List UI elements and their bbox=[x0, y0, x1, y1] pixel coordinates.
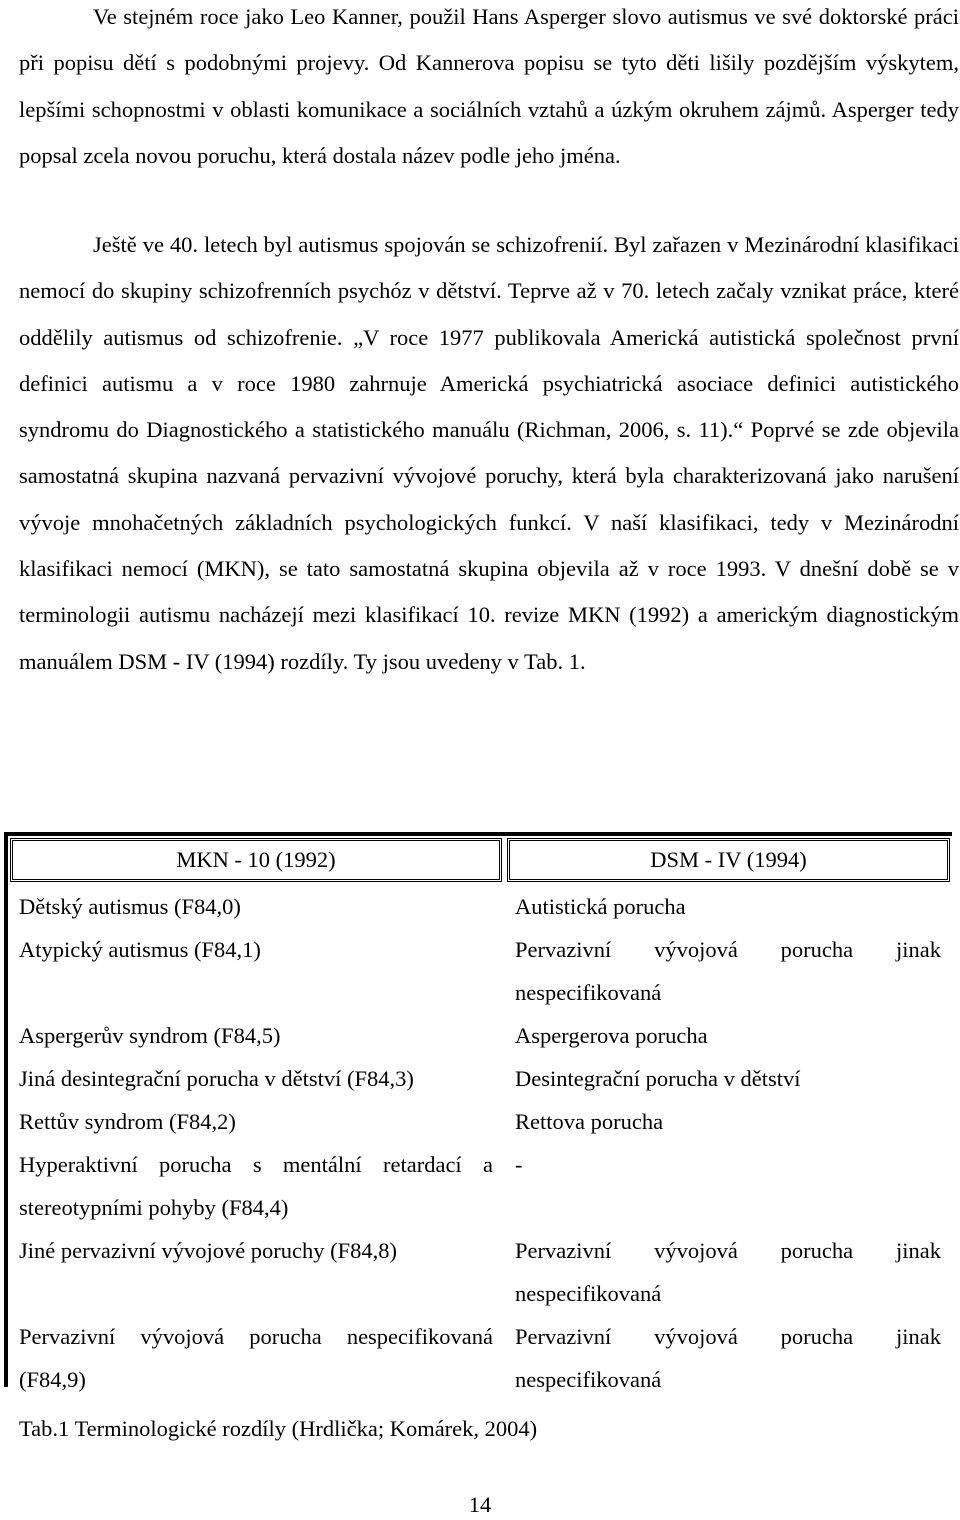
table-row bbox=[19, 1143, 941, 1229]
table-cell-mkn: Atypický autismus (F84,1) bbox=[19, 937, 261, 962]
paragraph-2: Ještě ve 40. letech byl autismus spojován se schizofrenií. Byl zařazen v Mezinárodní klasifikaci nemocí do skupiny schizofrenních psychóz v dětství. Teprve až v 70. letech začaly vznikat práce, které oddělily autismus od schizofrenie. „V roce 1977 publikovala Americká autistická společnost první definici autismu a v roce 1980 zahrnuje Americká psychiatrická asociace definici autistického syndromu do Diagnostického a statistického manuálu (Richman, 2006, s. 11).“ Poprvé se zde objevila samostatná skupina nazvaná pervazivní vývojové poruchy, která byla charakterizovaná jako narušení vývoje mnohačetných základních psychologických funkcí. V naší klasifikaci, tedy v Mezinárodní klasifikaci nemocí (MKN), se tato samostatná skupina objevila až v roce 1993. V dnešní době se v terminologii autismu nacházejí mezi klasifikací 10. revize MKN (1992) a americkým diagnostickým manuálem DSM - IV (1994) rozdíly. Ty jsou uvedeny v Tab. 1. bbox=[19, 232, 959, 674]
table-cell-mkn: Dětský autismus (F84,0) bbox=[19, 894, 241, 919]
page-number: 14 bbox=[468, 1492, 492, 1517]
table-cell-dsm: - bbox=[515, 1152, 523, 1177]
table-row bbox=[19, 1229, 941, 1315]
table-cell-mkn: Jiná desintegrační porucha v dětství (F84,3) bbox=[19, 1066, 414, 1091]
table-row bbox=[19, 1014, 941, 1057]
table-header-dsm: DSM - IV (1994) bbox=[507, 838, 950, 882]
table-cell-dsm: Pervazivní vývojová porucha jinak nespecifikovaná bbox=[515, 1324, 941, 1392]
table-cell-mkn: Hyperaktivní porucha s mentální retardací a stereotypními pohyby (F84,4) bbox=[19, 1152, 493, 1220]
table-cell-mkn: Rettův syndrom (F84,2) bbox=[19, 1109, 236, 1134]
table-cell-mkn: Jiné pervazivní vývojové poruchy (F84,8) bbox=[19, 1238, 398, 1263]
table-cell-dsm: Autistická porucha bbox=[515, 894, 686, 919]
table-cell-mkn: Pervazivní vývojová porucha nespecifikovaná (F84,9) bbox=[19, 1324, 493, 1392]
table-cell-dsm: Pervazivní vývojová porucha jinak nespecifikovaná bbox=[515, 937, 941, 1005]
table-row bbox=[19, 1057, 941, 1100]
table-row bbox=[19, 1100, 941, 1143]
table-row bbox=[19, 1315, 941, 1401]
table-caption: Tab.1 Terminologické rozdíly (Hrdlička; Komárek, 2004) bbox=[19, 1416, 538, 1441]
table-cell-mkn: Aspergerův syndrom (F84,5) bbox=[19, 1023, 281, 1048]
table-cell-dsm: Pervazivní vývojová porucha jinak nespecifikovaná bbox=[515, 1238, 941, 1306]
table-row bbox=[19, 885, 941, 928]
table-header-mkn: MKN - 10 (1992) bbox=[10, 838, 502, 882]
table-cell-dsm: Rettova porucha bbox=[515, 1109, 664, 1134]
table-cell-dsm: Desintegrační porucha v dětství bbox=[515, 1066, 801, 1091]
paragraph-1: Ve stejném roce jako Leo Kanner, použil Hans Asperger slovo autismus ve své doktorské práci při popisu dětí s podobnými projevy. Od Kannerova popisu se tyto děti lišily pozdějším výskytem, lepšími schopnostmi v oblasti komunikace a sociálních vztahů a úzkým okruhem zájmů. Asperger tedy popsal zcela novou poruchu, která dostala název podle jeho jména. bbox=[19, 4, 959, 168]
table-body bbox=[19, 885, 941, 1401]
table-row bbox=[19, 928, 941, 1014]
table-cell-dsm: Aspergerova porucha bbox=[515, 1023, 708, 1048]
